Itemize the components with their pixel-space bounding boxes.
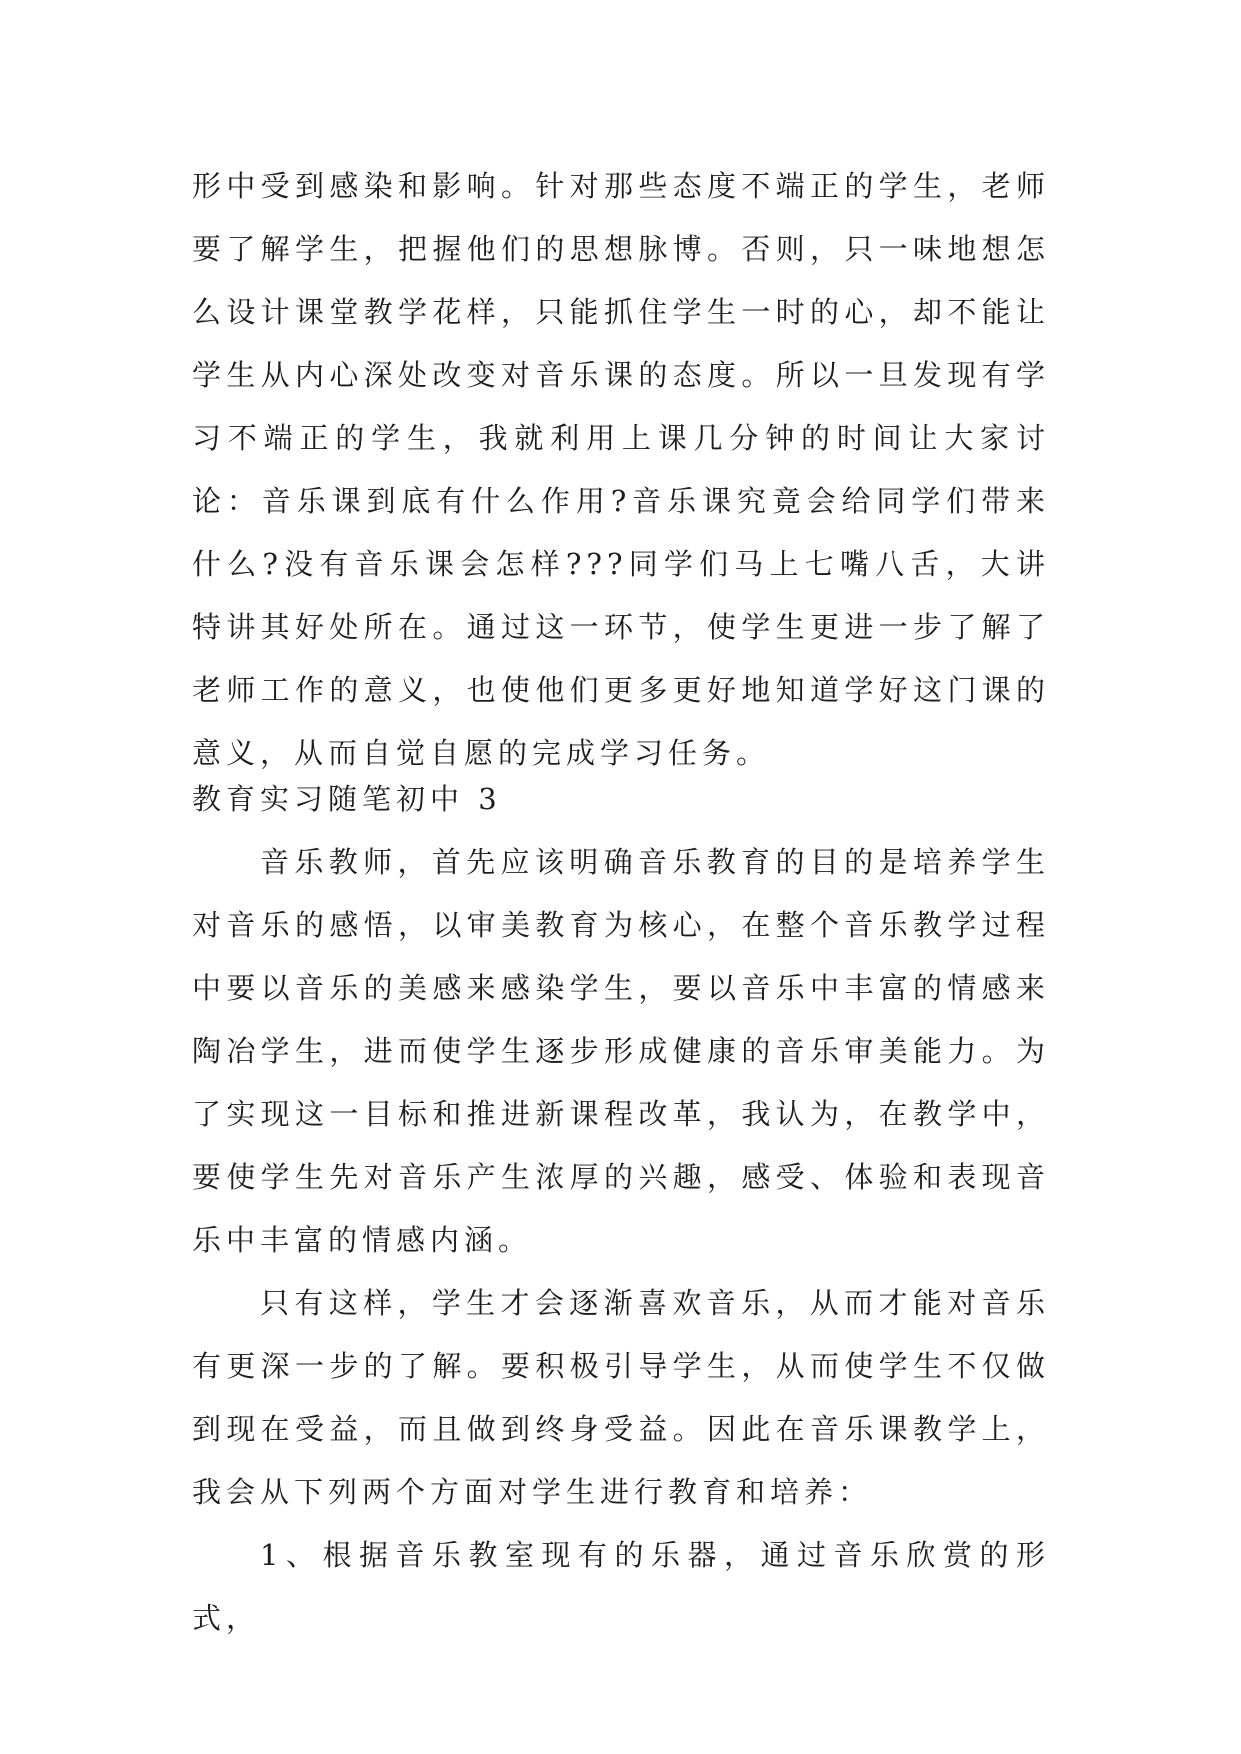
paragraph-1: 音乐教师，首先应该明确音乐教育的目的是培养学生对音乐的感悟，以审美教育为核心，在整个音乐教学过程中要以音乐的美感来感染学生，要以音乐中丰富的情感来陶冶学生，进而使学生逐步形成健康的音乐审美能力。为了实现这一目标和推进新课程改革，我认为，在教学中，要使学生先对音乐产生浓厚的兴趣，感受、体验和表现音乐中丰富的情感内涵。 — [192, 845, 1050, 1257]
paragraph-3: 1、根据音乐教室现有的乐器，通过音乐欣赏的形式， — [192, 1538, 1050, 1635]
paragraph-2: 只有这样，学生才会逐渐喜欢音乐，从而才能对音乐有更深一步的了解。要积极引导学生，从而使学生不仅做到现在受益，而且做到终身受益。因此在音乐课教学上，我会从下列两个方面对学生进行教育和培养： — [192, 1286, 1050, 1509]
continued-paragraph — [192, 155, 1050, 785]
paragraph-text: 形中受到感染和影响。针对那些态度不端正的学生，老师要了解学生，把握他们的思想脉博。否则，只一味地想怎么设计课堂教学花样，只能抓住学生一时的心，却不能让学生从内心深处改变对音乐课的态度。所以一旦发现有学习不端正的学生，我就利用上课几分钟的时间让大家讨论：音乐课到底有什么作用?音乐课究竟会给同学们带来什么?没有音乐课会怎样???同学们马上七嘴八舌，大讲特讲其好处所在。通过这一环节，使学生更进一步了解了老师工作的意义，也使他们更多更好地知道学好这门课的意义，从而自觉自愿的完成学习任务。 — [192, 169, 1050, 770]
section-body — [192, 831, 1050, 1650]
section-heading: 教育实习随笔初中 3 — [192, 782, 502, 816]
